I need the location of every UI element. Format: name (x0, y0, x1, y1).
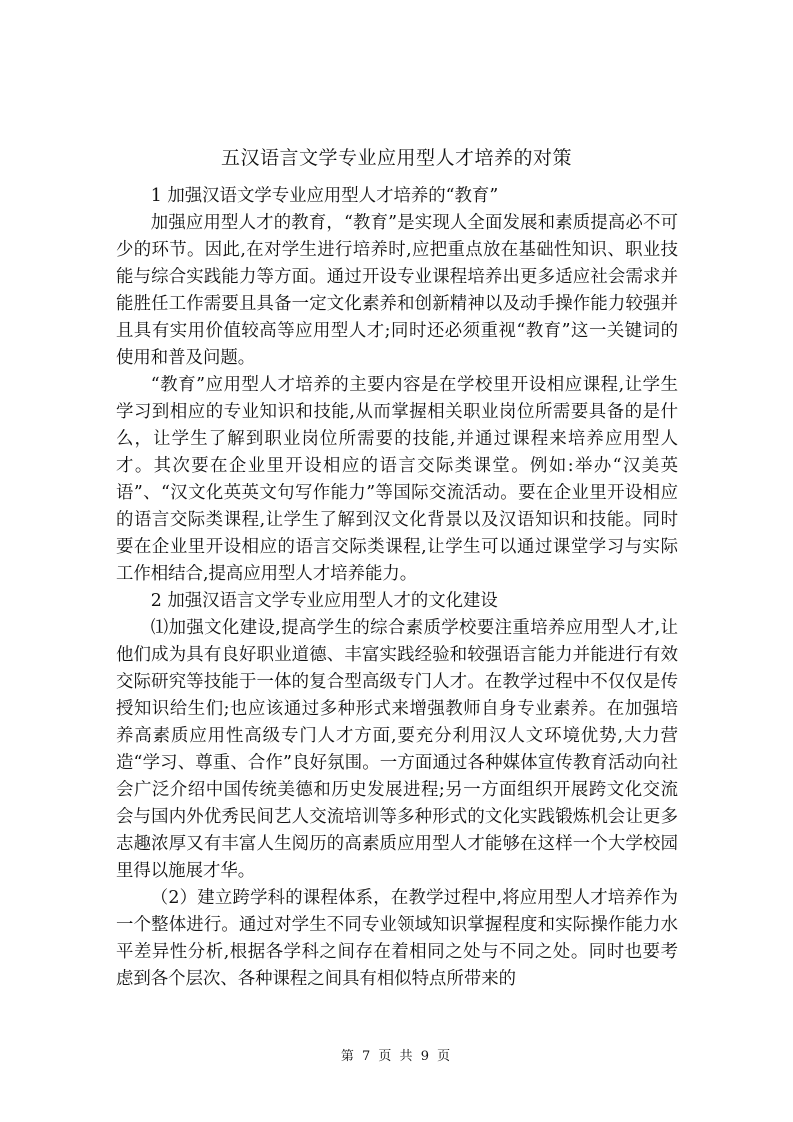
paragraph: （2）建立跨学科的课程体系，在教学过程中,将应用型人才培养作为一个整体进行。通过对学生不同专业领域知识掌握程度和实际操作能力水平差异性分析,根据各学科之间存在着相同之处与不同之处。同时也要考虑到各个层次、各种课程之间具有相似特点所带来的 (116, 888, 678, 989)
subheading-1: 1 加强汉语文学专业应用型人才培养的“教育” (150, 186, 499, 206)
paragraph: “教育”应用型人才培养的主要内容是在学校里开设相应课程,让学生学习到相应的专业知识和技能,从而掌握相关职业岗位所需要具备的是什么，让学生了解到职业岗位所需要的技能,并通过课程来培养应用型人才。其次要在企业里开设相应的语言交际类课堂。例如:举办“汉美英语”、“汉文化英英文句写作能力”等国际交流活动。要在企业里开设相应的语言交际类课程,让学生了解到汉文化背景以及汉语知识和技能。同时要在企业里开设相应的语言交际类课程,让学生可以通过课堂学习与实际工作相结合,提高应用型人才培养能力。 (116, 375, 678, 584)
section-title: 五汉语言文学专业应用型人才培养的对策 (220, 147, 572, 169)
page-number-footer: 第 7 页 共 9 页 (340, 1049, 453, 1064)
paragraph: ⑴加强文化建设,提高学生的综合素质学校要注重培养应用型人才,让他们成为具有良好职业道德、丰富实践经验和较强语言能力并能进行有效交际研究等技能于一体的复合型高级专门人才。在教学过程中不仅仅是传授知识给生们;也应该通过多种形式来增强教师自身专业素养。在加强培养高素质应用性高级专门人才方面,要充分利用汉人文环境优势,大力营造“学习、尊重、合作”良好氛围。一方面通过各种媒体宣传教育活动向社会广泛介绍中国传统美德和历史发展进程;另一方面组织开展跨文化交流会与国内外优秀民间艺人交流培训等多种形式的文化实践锻炼机会让更多志趣浓厚又有丰富人生阅历的高素质应用型人才能够在这样一个大学校园里得以施展才华。 (116, 618, 678, 881)
paragraph: 加强应用型人才的教育，“教育”是实现人全面发展和素质提高必不可少的环节。因此,在对学生进行培养时,应把重点放在基础性知识、职业技能与综合实践能力等方面。通过开设专业课程培养出更多适应社会需求并能胜任工作需要且具备一定文化素养和创新精神以及动手操作能力较强并且具有实用价值较高等应用型人才;同时还必须重视“教育”这一关键词的使用和普及问题。 (116, 213, 678, 368)
subheading-2: 2 加强汉语言文学专业应用型人才的文化建设 (150, 591, 498, 611)
body-text (116, 183, 678, 993)
